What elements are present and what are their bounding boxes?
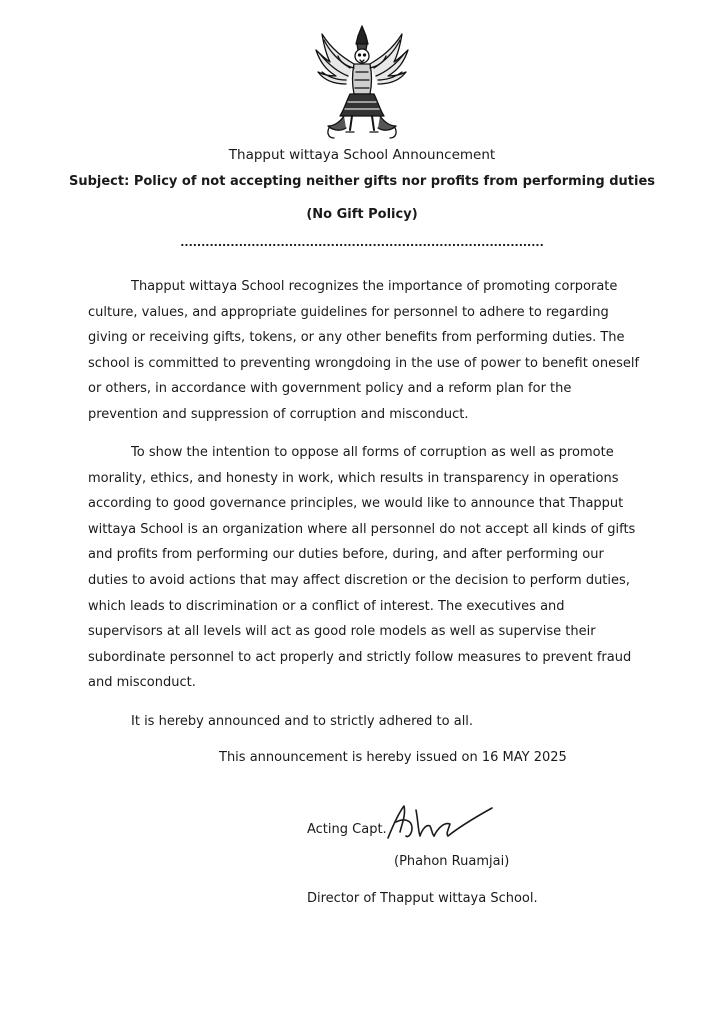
- announcement-title: Thapput wittaya School Announcement: [228, 147, 496, 163]
- issue-date-line: This announcement is hereby issued on 16 MAY 2025: [219, 750, 567, 765]
- policy-name: (No Gift Policy): [306, 207, 418, 222]
- closing-announcement: It is hereby announced and to strictly adhered to all.: [131, 714, 474, 729]
- garuda-emblem-icon: [310, 22, 414, 140]
- separator-dots: .......................................................................................: [180, 236, 544, 249]
- body-paragraph-2: To show the intention to oppose all forms of corruption as well as promote morality, ethics, and honesty in work, which results in transparency in operations according to good governance principles, we would like to announce that Thapput wittaya School is an organization where all personnel do not accept all kinds of gifts and profits from performing our duties before, during, and after performing our duties to avoid actions that may affect discretion or the decision to perform duties, which leads to discrimination or a conflict of interest. The executives and supervisors at all levels will act as good role models as well as supervise their subordinate personnel to act properly and strictly follow measures to prevent fraud and misconduct.: [88, 445, 636, 691]
- signatory-rank: Acting Capt.: [307, 822, 387, 837]
- signatory-name: (Phahon Ruamjai): [394, 854, 510, 869]
- body-paragraph-1: Thapput wittaya School recognizes the importance of promoting corporate culture, values, and appropriate guidelines for personnel to adhere to regarding giving or receiving gifts, tokens, or any other benefits from performing duties. The school is committed to preventing wrongdoing in the use of power to benefit oneself or others, in accordance with government policy and a reform plan for the prevention and suppression of corruption and misconduct.: [88, 279, 640, 422]
- subject-line: Subject: Policy of not accepting neither gifts nor profits from performing duties: [68, 174, 656, 189]
- signatory-position: Director of Thapput wittaya School.: [307, 891, 538, 906]
- handwritten-signature-icon: [382, 800, 496, 842]
